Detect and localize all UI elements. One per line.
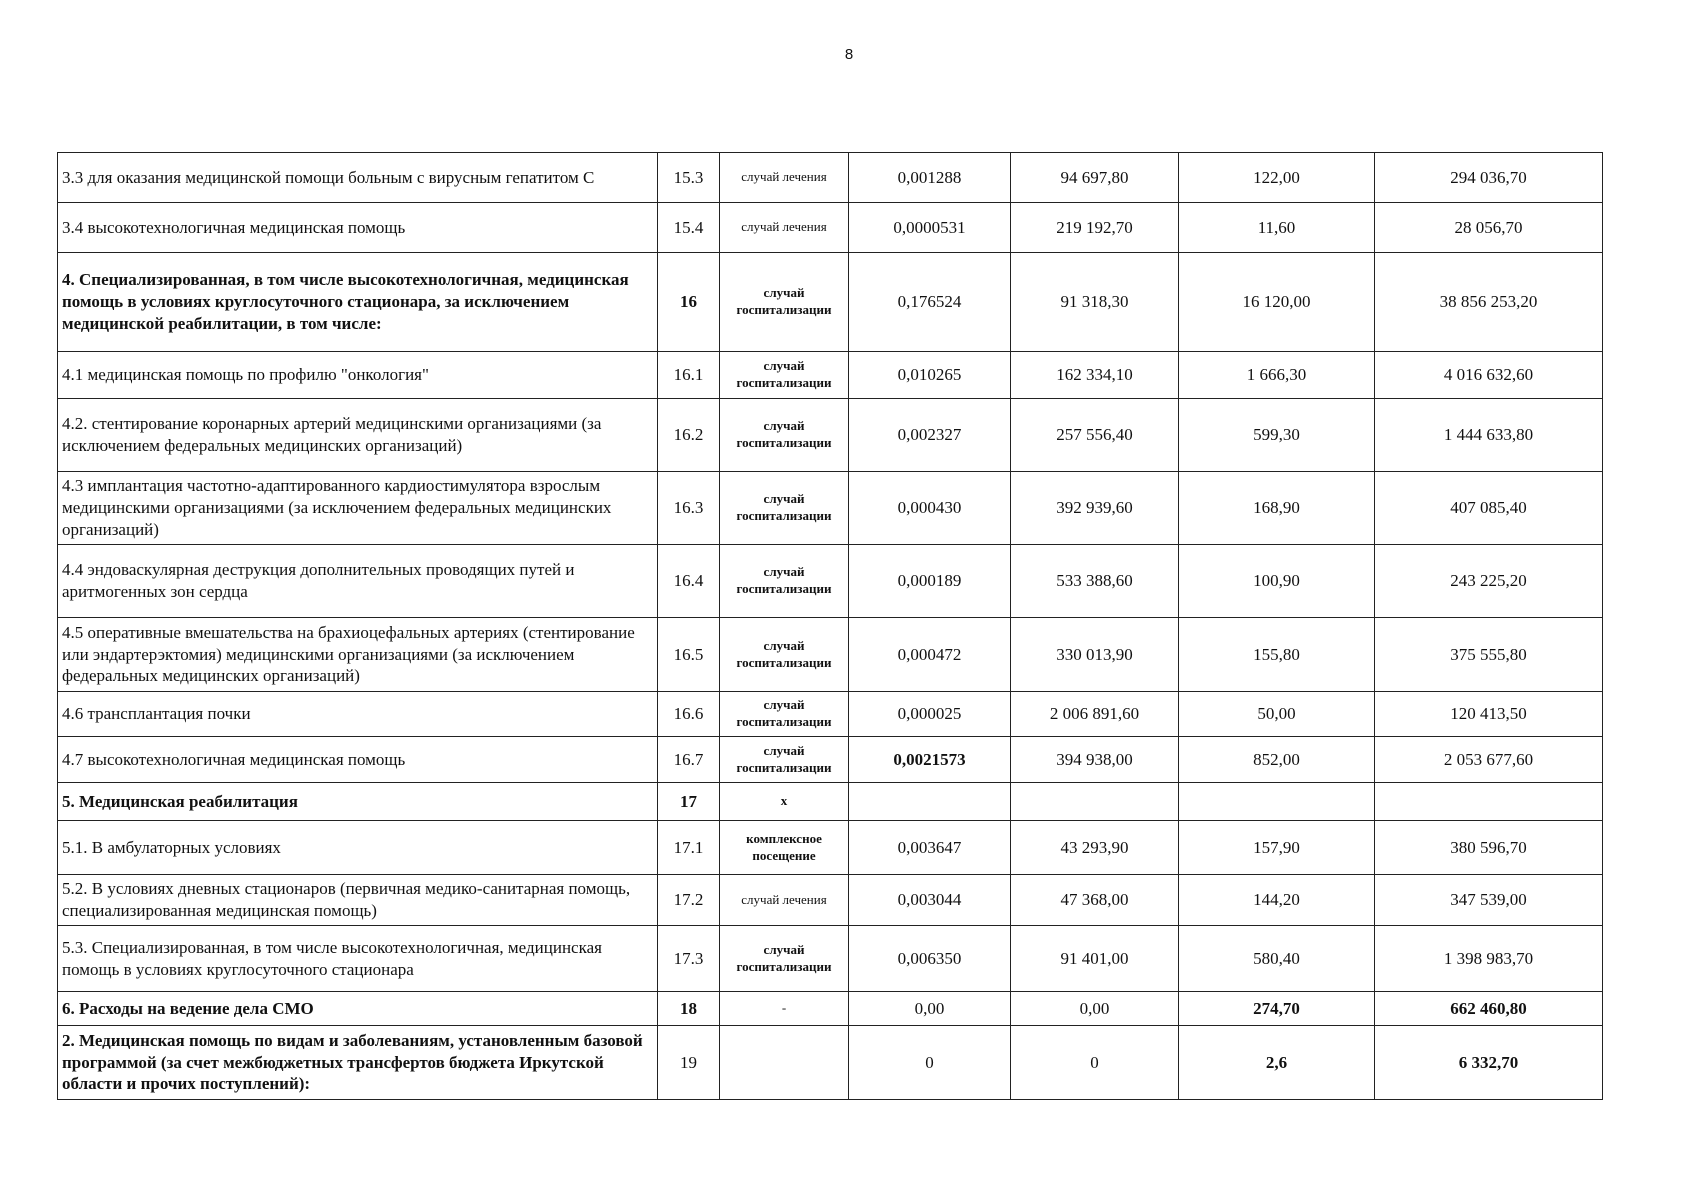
row-value-cost: 257 556,40 [1011,399,1179,472]
row-value-total: 407 085,40 [1375,472,1603,545]
row-value-total [1375,783,1603,821]
table-row [58,352,1603,399]
row-value-per-capita: 2,6 [1179,1026,1375,1100]
row-unit: случай лечения [720,153,849,203]
table-row [58,253,1603,352]
row-value-norm: 0,00 [849,992,1011,1026]
row-value-norm [849,783,1011,821]
row-value-total: 243 225,20 [1375,545,1603,618]
row-value-cost: 47 368,00 [1011,875,1179,926]
row-value-total: 380 596,70 [1375,821,1603,875]
table-row [58,153,1603,203]
row-value-cost: 533 388,60 [1011,545,1179,618]
row-value-norm: 0,006350 [849,926,1011,992]
row-value-norm: 0,000430 [849,472,1011,545]
row-unit: х [720,783,849,821]
cost-table [57,152,1603,1100]
row-unit: случай лечения [720,203,849,253]
table-row [58,1026,1603,1100]
page-number: 8 [844,46,854,63]
row-value-per-capita: 852,00 [1179,737,1375,783]
row-value-cost: 0 [1011,1026,1179,1100]
row-value-per-capita: 16 120,00 [1179,253,1375,352]
row-code: 17 [658,783,720,821]
row-value-total: 294 036,70 [1375,153,1603,203]
row-name: 4.6 трансплантация почки [58,692,658,737]
row-name: 4.4 эндоваскулярная деструкция дополнительных проводящих путей и аритмогенных зон сердца [58,545,658,618]
row-name: 3.4 высокотехнологичная медицинская помощь [58,203,658,253]
row-value-norm: 0,0000531 [849,203,1011,253]
row-code: 16.7 [658,737,720,783]
table-row [58,992,1603,1026]
row-name: 4.2. стентирование коронарных артерий медицинскими организациями (за исключением федеральных медицинских организаций) [58,399,658,472]
row-value-norm: 0,002327 [849,399,1011,472]
table-row [58,821,1603,875]
table-row [58,618,1603,692]
row-value-cost: 392 939,60 [1011,472,1179,545]
row-value-per-capita: 168,90 [1179,472,1375,545]
row-value-per-capita: 155,80 [1179,618,1375,692]
row-value-per-capita: 157,90 [1179,821,1375,875]
row-name: 4. Специализированная, в том числе высокотехнологичная, медицинская помощь в условиях круглосуточного стационара, за исключением медицинской реабилитации, в том числе: [58,253,658,352]
row-unit: случай госпитализации [720,253,849,352]
row-code: 16.5 [658,618,720,692]
row-value-total: 38 856 253,20 [1375,253,1603,352]
row-value-total: 662 460,80 [1375,992,1603,1026]
row-value-per-capita [1179,783,1375,821]
row-value-total: 4 016 632,60 [1375,352,1603,399]
row-value-per-capita: 11,60 [1179,203,1375,253]
table-row [58,203,1603,253]
row-value-norm: 0,000025 [849,692,1011,737]
table-row [58,926,1603,992]
row-name: 6. Расходы на ведение дела СМО [58,992,658,1026]
table-row [58,472,1603,545]
row-value-norm: 0,003647 [849,821,1011,875]
row-value-total: 28 056,70 [1375,203,1603,253]
row-code: 16.1 [658,352,720,399]
row-value-cost: 219 192,70 [1011,203,1179,253]
row-value-cost: 91 401,00 [1011,926,1179,992]
table-row [58,399,1603,472]
row-unit: случай госпитализации [720,926,849,992]
row-name: 4.7 высокотехнологичная медицинская помощь [58,737,658,783]
row-value-total: 347 539,00 [1375,875,1603,926]
row-value-per-capita: 274,70 [1179,992,1375,1026]
row-value-per-capita: 580,40 [1179,926,1375,992]
row-code: 17.2 [658,875,720,926]
row-value-norm: 0,001288 [849,153,1011,203]
row-name: 5.1. В амбулаторных условиях [58,821,658,875]
table-row [58,783,1603,821]
row-unit [720,1026,849,1100]
row-unit: случай госпитализации [720,352,849,399]
row-value-per-capita: 100,90 [1179,545,1375,618]
row-value-cost: 330 013,90 [1011,618,1179,692]
row-unit: случай госпитализации [720,737,849,783]
row-code: 15.3 [658,153,720,203]
row-name: 2. Медицинская помощь по видам и заболеваниям, установленным базовой программой (за счет межбюджетных трансфертов бюджета Иркутской области и прочих поступлений): [58,1026,658,1100]
row-code: 19 [658,1026,720,1100]
row-value-cost: 2 006 891,60 [1011,692,1179,737]
row-value-norm: 0,010265 [849,352,1011,399]
row-name: 4.1 медицинская помощь по профилю "онкология" [58,352,658,399]
row-unit: случай госпитализации [720,618,849,692]
row-value-cost [1011,783,1179,821]
row-value-cost: 91 318,30 [1011,253,1179,352]
row-value-per-capita: 144,20 [1179,875,1375,926]
row-value-cost: 94 697,80 [1011,153,1179,203]
row-code: 16.4 [658,545,720,618]
row-unit: случай лечения [720,875,849,926]
table-row [58,692,1603,737]
row-name: 4.3 имплантация частотно-адаптированного кардиостимулятора взрослым медицинскими организациями (за исключением федеральных медицинских организаций) [58,472,658,545]
row-name: 4.5 оперативные вмешательства на брахиоцефальных артериях (стентирование или эндартерэктомия) медицинскими организациями (за исключением федеральных медицинских организаций) [58,618,658,692]
row-value-norm: 0 [849,1026,1011,1100]
row-value-norm: 0,0021573 [849,737,1011,783]
table-row [58,545,1603,618]
row-value-total: 2 053 677,60 [1375,737,1603,783]
row-code: 18 [658,992,720,1026]
row-name: 5.3. Специализированная, в том числе высокотехнологичная, медицинская помощь в условиях круглосуточного стационара [58,926,658,992]
row-unit: комплексное посещение [720,821,849,875]
row-value-per-capita: 1 666,30 [1179,352,1375,399]
table-row [58,737,1603,783]
row-unit: случай госпитализации [720,399,849,472]
row-code: 15.4 [658,203,720,253]
row-unit: - [720,992,849,1026]
row-name: 3.3 для оказания медицинской помощи больным с вирусным гепатитом С [58,153,658,203]
row-code: 16.2 [658,399,720,472]
row-value-norm: 0,000472 [849,618,1011,692]
row-value-cost: 0,00 [1011,992,1179,1026]
row-name: 5. Медицинская реабилитация [58,783,658,821]
table-row [58,875,1603,926]
row-value-cost: 43 293,90 [1011,821,1179,875]
row-unit: случай госпитализации [720,472,849,545]
row-name: 5.2. В условиях дневных стационаров (первичная медико-санитарная помощь, специализированная медицинская помощь) [58,875,658,926]
row-value-cost: 162 334,10 [1011,352,1179,399]
row-unit: случай госпитализации [720,692,849,737]
row-value-cost: 394 938,00 [1011,737,1179,783]
row-value-total: 375 555,80 [1375,618,1603,692]
row-value-norm: 0,003044 [849,875,1011,926]
row-code: 17.1 [658,821,720,875]
row-value-norm: 0,176524 [849,253,1011,352]
row-value-total: 6 332,70 [1375,1026,1603,1100]
row-value-norm: 0,000189 [849,545,1011,618]
row-code: 16.3 [658,472,720,545]
row-code: 16.6 [658,692,720,737]
row-value-per-capita: 599,30 [1179,399,1375,472]
row-value-total: 1 398 983,70 [1375,926,1603,992]
row-code: 17.3 [658,926,720,992]
row-unit: случай госпитализации [720,545,849,618]
row-value-total: 120 413,50 [1375,692,1603,737]
row-value-total: 1 444 633,80 [1375,399,1603,472]
row-value-per-capita: 50,00 [1179,692,1375,737]
row-code: 16 [658,253,720,352]
row-value-per-capita: 122,00 [1179,153,1375,203]
